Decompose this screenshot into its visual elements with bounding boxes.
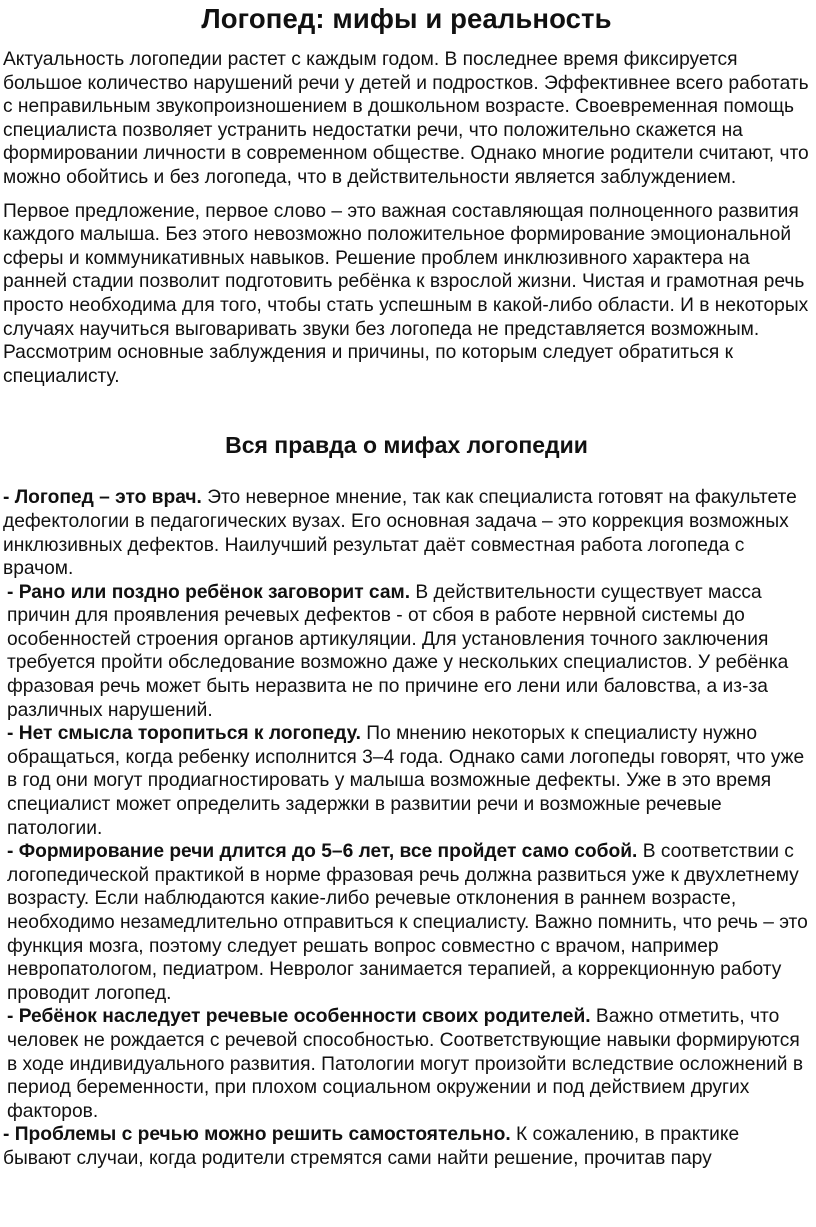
myth-heading: - Рано или поздно ребёнок заговорит сам. xyxy=(7,581,411,603)
myth-heading: - Логопед – это врач. xyxy=(3,487,202,509)
myth-item xyxy=(3,486,810,580)
myth-heading: - Нет смысла торопиться к логопеду. xyxy=(7,723,361,745)
myth-text: В действительности существует масса причин для проявления речевых дефектов - от сбоя в работе нервной системы до особенностей строения органов артикуляции. Для установления точного заключения требуется пройти обследование возможно даже у нескольких специалистов. У ребёнка фразовая речь может быть неразвита не по причине его лени или баловства, а из-за различных нарушений. xyxy=(7,581,789,721)
myth-item xyxy=(3,1005,810,1123)
myth-heading: - Ребёнок наследует речевые особенности своих родителей. xyxy=(7,1006,591,1028)
myth-item xyxy=(3,1123,810,1170)
myth-text: В соответствии с логопедической практикой в норме фразовая речь должна развиться уже к двухлетнему возрасту. Если наблюдаются какие-либо речевые отклонения в раннем возрасте, необходимо незамедлительно отправиться к специалисту. Важно помнить, что речь – это функция мозга, поэтому следует решать вопрос совместно с врачом, например невропатологом, педиатром. Невролог занимается терапией, а коррекционную работу проводит логопед. xyxy=(7,841,808,1004)
intro-paragraph-2: Первое предложение, первое слово – это важная составляющая полноценного развития каждого малыша. Без этого невозможно положительное формирование эмоциональной сферы и коммуникативных навыков. Решение проблем инклюзивного характера на ранней стадии позволит подготовить ребёнка к взрослой жизни. Чистая и грамотная речь просто необходима для того, чтобы стать успешным в какой-либо области. И в некоторых случаях научиться выговаривать звуки без логопеда не представляется возможным. Рассмотрим основные заблуждения и причины, по которым следует обратиться к специалисту. xyxy=(3,200,809,387)
page-title: Логопед: мифы и реальность xyxy=(201,3,612,34)
myth-text: К сожалению, в практике бывают случаи, когда родители стремятся сами найти решение, прочитав пару xyxy=(3,1124,740,1169)
myth-text: Важно отметить, что человек не рождается с речевой способностью. Соответствующие навыки формируются в ходе индивидуального развития. Патологии могут произойти вследствие осложнений в период беременности, при плохом социальном окружении и под действием других факторов. xyxy=(7,1006,804,1122)
myth-heading: - Проблемы с речью можно решить самостоятельно. xyxy=(3,1124,511,1146)
myth-text: Это неверное мнение, так как специалиста готовят на факультете дефектологии в педагогических вузах. Его основная задача – это коррекция возможных инклюзивных дефектов. Наилучший результат даёт совместная работа логопеда с врачом. xyxy=(3,487,797,580)
section-title: Вся правда о мифах логопедии xyxy=(225,432,588,459)
myth-item xyxy=(3,722,810,840)
intro-paragraph-1: Актуальность логопедии растет с каждым годом. В последнее время фиксируется большое количество нарушений речи у детей и подростков. Эффективнее всего работать с неправильным звукопроизношением в дошкольном возрасте. Своевременная помощь специалиста позволяет устранить недостатки речи, что положительно скажется на формировании личности в современном обществе. Однако многие родители считают, что можно обойтись и без логопеда, что в действительности является заблуждением. xyxy=(3,49,809,188)
myth-list xyxy=(3,486,810,1170)
myth-text: По мнению некоторых к специалисту нужно обращаться, когда ребенку исполнится 3–4 года. Однако сами логопеды говорят, что уже в год они могут продиагностировать у малыша возможные дефекты. Уже в это время специалист может определить задержки в развитии речи и возможные речевые патологии. xyxy=(7,723,805,839)
myth-item xyxy=(3,840,810,1005)
myth-heading: - Формирование речи длится до 5–6 лет, все пройдет само собой. xyxy=(7,841,638,863)
myth-item xyxy=(3,581,810,723)
